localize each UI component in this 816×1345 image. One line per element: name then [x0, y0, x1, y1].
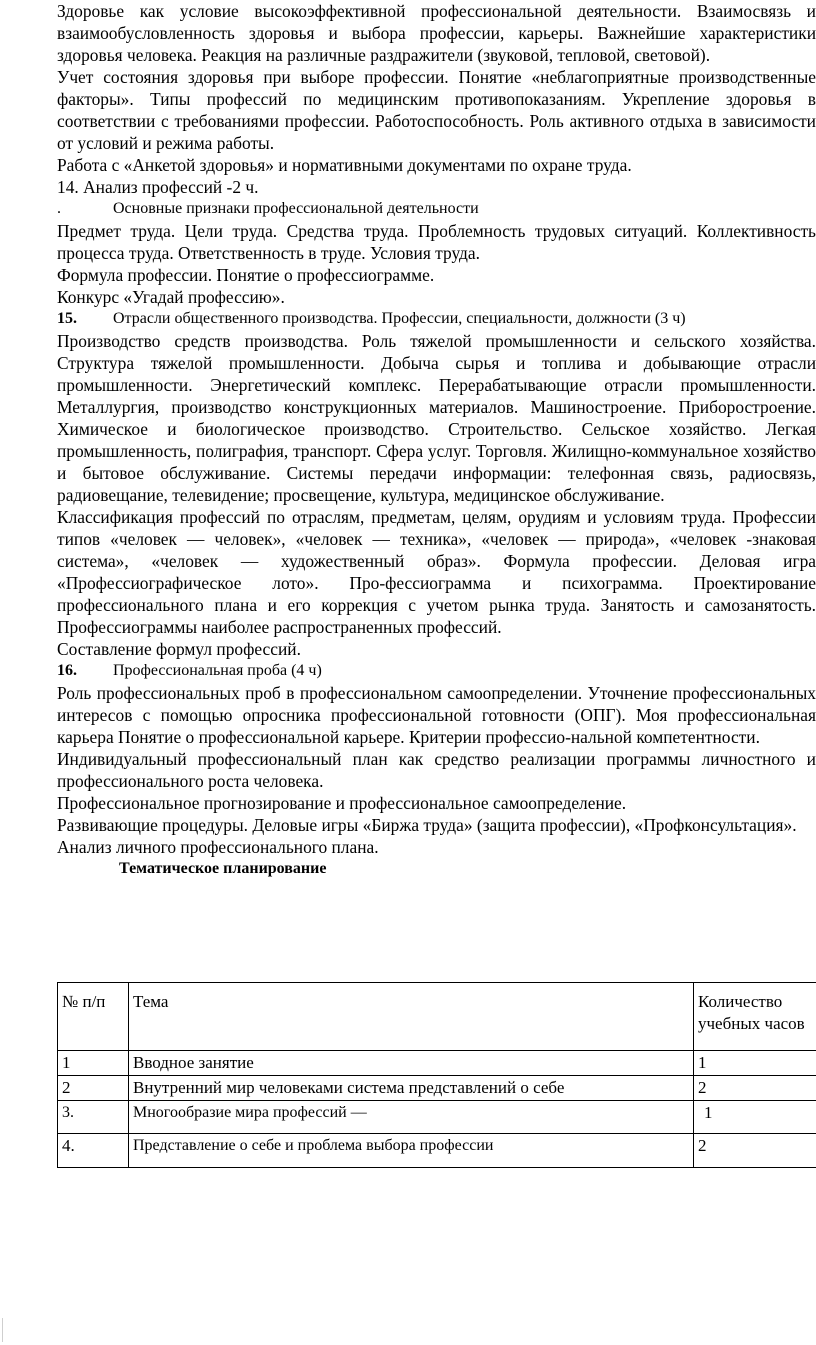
- thematic-planning-table: [57, 982, 816, 1168]
- paragraph-analysis: Анализ личного профессионального плана.: [57, 837, 379, 857]
- table-row: [58, 1101, 816, 1134]
- paragraph-health: Здоровье как условие высокоэффективной профессиональной деятельности. Взаимосвязь и взаимообусловленность здоровья и выбора профессии, карьеры. Важнейшие характеристики здоровья человека. Реакция на различные раздражители (звуковой, тепловой, световой).: [57, 1, 816, 65]
- section-16-number: 16.: [57, 662, 77, 679]
- signs-bullet: .: [57, 200, 61, 217]
- row-num: 4.: [58, 1134, 129, 1168]
- paragraph-formulas: Составление формул профессий.: [57, 639, 301, 659]
- section-16-text: Профессиональная проба (4 ч): [113, 662, 322, 679]
- paragraph-procedures: Развивающие процедуры. Деловые игры «Биржа труда» (защита профессии), «Профконсультация».: [57, 815, 797, 835]
- header-hours: [694, 983, 816, 1051]
- row-num: 2: [58, 1076, 129, 1101]
- paragraph-health-survey: Работа с «Анкетой здоровья» и нормативными документами по охране труда.: [57, 155, 632, 175]
- header-topic: Тема: [129, 983, 694, 1051]
- paragraph-contest: Конкурс «Угадай профессию».: [57, 287, 285, 307]
- paragraph-labor-subject: Предмет труда. Цели труда. Средства труда. Проблемность трудовых ситуаций. Коллективность процесса труда. Ответственность в труде. Условия труда.: [57, 221, 816, 263]
- row-topic: Вводное занятие: [129, 1051, 694, 1076]
- table-row: [58, 1051, 816, 1076]
- document-body: [57, 0, 816, 880]
- paragraph-section-14: 14. Анализ профессий -2 ч.: [57, 177, 259, 197]
- paragraph-individual-plan: Индивидуальный профессиональный план как средство реализации программы личностного и профессионального роста человека.: [57, 749, 816, 791]
- row-hours: 1: [694, 1051, 816, 1076]
- row-topic: Многообразие мира профессий —: [129, 1101, 694, 1134]
- row-num: 3.: [58, 1101, 129, 1134]
- row-hours: 2: [694, 1134, 816, 1168]
- header-num: № п/п: [58, 983, 129, 1051]
- paragraph-signs: [57, 198, 816, 220]
- section-15-number: 15.: [57, 310, 77, 327]
- table-row: [58, 1134, 816, 1168]
- paragraph-production: Производство средств производства. Роль тяжелой промышленности и сельского хозяйства. Структура тяжелой промышленности. Добыча сырья и топлива и добывающие отрасли промышленности. Энергетический комплекс. Перерабатывающие отрасли промышленности. Металлургия, производство конструкционных материалов. Машиностроение. Приборостроение. Химическое и биологическое производство. Строительство. Сельское хозяйство. Легкая промышленность, полиграфия, транспорт. Сфера услуг. Торговля. Жилищно-коммунальное хозяйство и бытовое обслуживание. Системы передачи информации: телефонная связь, радиосвязь, радиовещание, телевидение; просвещение, культура, медицинское обслуживание.: [57, 331, 816, 505]
- row-hours: 2: [694, 1076, 816, 1101]
- page-margin-mark: [2, 1318, 3, 1342]
- row-topic: Внутренний мир человеками система представлений о себе: [129, 1076, 694, 1101]
- table-row: [58, 1076, 816, 1101]
- section-16-title: [57, 660, 816, 682]
- section-15-title: [57, 308, 816, 330]
- table-header-row: [58, 983, 816, 1051]
- section-15-text: Отрасли общественного производства. Профессии, специальности, должности (3 ч): [113, 310, 686, 327]
- signs-title: Основные признаки профессиональной деятельности: [113, 200, 479, 217]
- paragraph-health-profession: Учет состояния здоровья при выборе профессии. Понятие «неблагоприятные производственные факторы». Типы профессий по медицинским противопоказаниям. Укрепление здоровья в соответствии с требованиями профессии. Работоспособность. Роль активного отдыха в зависимости от условий и режима работы.: [57, 67, 816, 153]
- header-hours-text: Количество учебных часов: [698, 992, 805, 1033]
- section-heading: Тематическое планирование: [119, 860, 327, 877]
- paragraph-classification: Классификация профессий по отраслям, предметам, целям, орудиям и условиям труда. Профессии типов «человек — человек», «человек — техника», «человек — природа», «человек -знаковая система», «человек — художественный образ». Формула профессии. Деловая игра «Профессиографическое лото». Про-фессиограмма и психограмма. Проектирование профессионального плана и его коррекция с учетом рынка труда. Занятость и самозанятость. Профессиограммы наиболее распространенных профессий.: [57, 507, 816, 637]
- paragraph-formula: Формула профессии. Понятие о профессиограмме.: [57, 265, 435, 285]
- row-topic: Представление о себе и проблема выбора профессии: [129, 1134, 694, 1168]
- row-num: 1: [58, 1051, 129, 1076]
- paragraph-probes: Роль профессиональных проб в профессиональном самоопределении. Уточнение профессиональных интересов с помощью опросника профессиональной готовности (ОПГ). Моя профессиональная карьера Понятие о профессиональной карьере. Критерии профессио-нальной компетентности.: [57, 683, 816, 747]
- row-hours: 1: [694, 1101, 816, 1134]
- paragraph-forecasting: Профессиональное прогнозирование и профессиональное самоопределение.: [57, 793, 627, 813]
